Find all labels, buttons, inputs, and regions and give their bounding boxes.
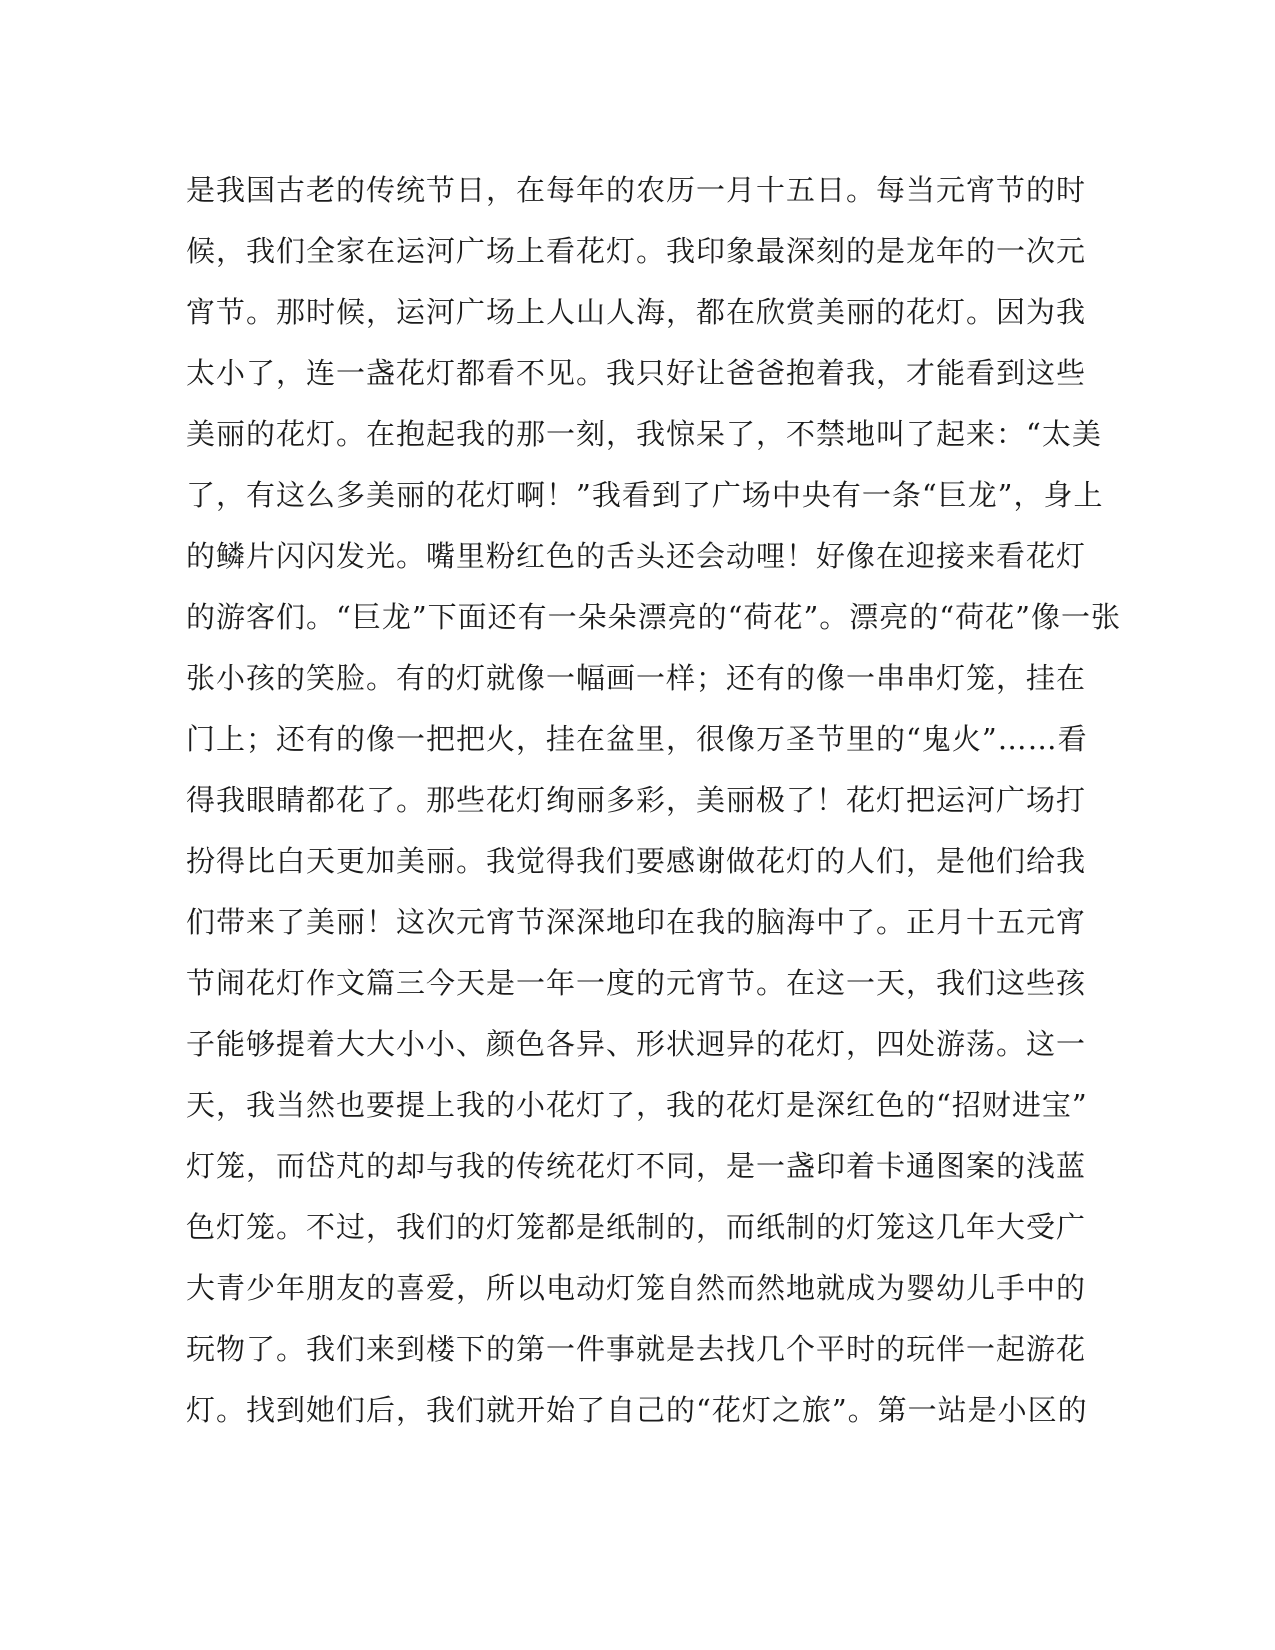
text-line: 太小了，连一盏花灯都看不见。我只好让爸爸抱着我，才能看到这些: [186, 356, 1087, 390]
text-line: 是我国古老的传统节日，在每年的农历一月十五日。每当元宵节的时: [186, 173, 1087, 207]
text-line: 美丽的花灯。在抱起我的那一刻，我惊呆了，不禁地叫了起来：“太美: [186, 417, 1102, 451]
text-line: 节闹花灯作文篇三今天是一年一度的元宵节。在这一天，我们这些孩: [186, 966, 1087, 1000]
text-line: 候，我们全家在运河广场上看花灯。我印象最深刻的是龙年的一次元: [186, 234, 1087, 268]
text-line: 张小孩的笑脸。有的灯就像一幅画一样；还有的像一串串灯笼，挂在: [186, 661, 1087, 695]
text-line: 们带来了美丽！这次元宵节深深地印在我的脑海中了。正月十五元宵: [186, 905, 1087, 939]
text-line: 了，有这么多美丽的花灯啊！”我看到了广场中央有一条“巨龙”，身上: [186, 478, 1104, 512]
text-line: 色灯笼。不过，我们的灯笼都是纸制的，而纸制的灯笼这几年大受广: [186, 1210, 1087, 1244]
text-line: 灯。找到她们后，我们就开始了自己的“花灯之旅”。第一站是小区的: [186, 1393, 1088, 1427]
text-line: 扮得比白天更加美丽。我觉得我们要感谢做花灯的人们，是他们给我: [186, 844, 1087, 878]
body-text: [186, 160, 1121, 1441]
text-line: 灯笼，而岱芃的却与我的传统花灯不同，是一盏印着卡通图案的浅蓝: [186, 1149, 1087, 1183]
text-line: 得我眼睛都花了。那些花灯绚丽多彩，美丽极了！花灯把运河广场打: [186, 783, 1087, 817]
text-line: 玩物了。我们来到楼下的第一件事就是去找几个平时的玩伴一起游花: [186, 1332, 1087, 1366]
text-line: 天，我当然也要提上我的小花灯了，我的花灯是深红色的“招财进宝”: [186, 1088, 1088, 1122]
text-line: 的游客们。“巨龙”下面还有一朵朵漂亮的“荷花”。漂亮的“荷花”像一张: [186, 600, 1121, 634]
text-line: 门上；还有的像一把把火，挂在盆里，很像万圣节里的“鬼火”……看: [186, 722, 1088, 756]
text-line: 大青少年朋友的喜爱，所以电动灯笼自然而然地就成为婴幼儿手中的: [186, 1271, 1087, 1305]
text-line: 的鳞片闪闪发光。嘴里粉红色的舌头还会动哩！好像在迎接来看花灯: [186, 539, 1087, 573]
text-line: 宵节。那时候，运河广场上人山人海，都在欣赏美丽的花灯。因为我: [186, 295, 1087, 329]
text-line: 子能够提着大大小小、颜色各异、形状迥异的花灯，四处游荡。这一: [186, 1027, 1087, 1061]
